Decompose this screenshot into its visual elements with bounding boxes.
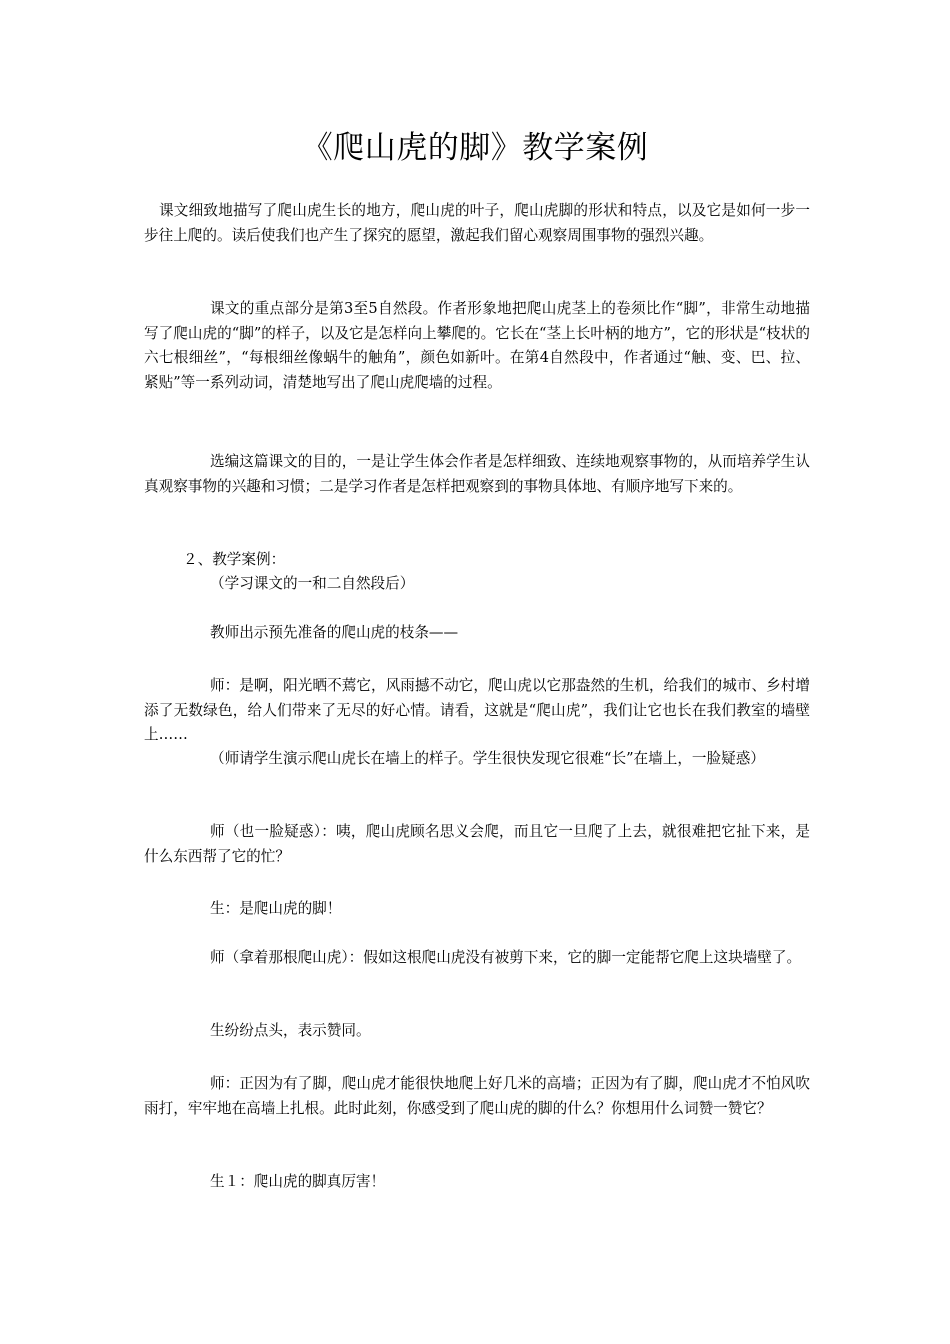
case-paragraph: 师：是啊，阳光晒不蔫它，风雨撼不动它，爬山虎以它那盎然的生机，给我们的城市、乡村增添了无数绿色，给人们带来了无尽的好心情。请看，这就是“爬山虎”，我们让它也长在我们教室的墙壁上……	[144, 677, 810, 744]
section-note: （学习课文的一和二自然段后）	[210, 575, 415, 592]
case-paragraph: 师（也一脸疑惑）：咦，爬山虎顾名思义会爬，而且它一旦爬了上去，就很难把它扯下来，是什么东西帮了它的忙？	[144, 823, 810, 865]
intro-paragraph: 课文细致地描写了爬山虎生长的地方，爬山虎的叶子，爬山虎脚的形状和特点，以及它是如何一步一步往上爬的。读后使我们也产生了探究的愿望，激起我们留心观察周围事物的强烈兴趣。	[144, 202, 810, 244]
section-heading: ２、教学案例：	[183, 551, 286, 568]
case-paragraph: 师（拿着那根爬山虎）：假如这根爬山虎没有被剪下来，它的脚一定能帮它爬上这块墙壁了。	[210, 949, 802, 966]
case-paragraph: 教师出示预先准备的爬山虎的枝条——	[210, 624, 459, 641]
case-paragraph: 师：正因为有了脚，爬山虎才能很快地爬上好几米的高墙；正因为有了脚，爬山虎才不怕风吹雨打，牢牢地在高墙上扎根。此时此刻，你感受到了爬山虎的脚的什么？你想用什么词赞一赞它？	[144, 1075, 810, 1117]
case-paragraph: （师请学生演示爬山虎长在墙上的样子。学生很快发现它很难“长”在墙上，一脸疑惑）	[210, 750, 765, 767]
key-part-paragraph: 课文的重点部分是第3至5自然段。作者形象地把爬山虎茎上的卷须比作“脚”，非常生动地描写了爬山虎的“脚”的样子，以及它是怎样向上攀爬的。它长在“茎上长叶柄的地方”，它的形状是“枝状的六七根细丝”，“每根细丝像蜗牛的触角”，颜色如新叶。在第4自然段中，作者通过“触、变、巴、拉、紧贴”等一系列动词，清楚地写出了爬山虎爬墙的过程。	[144, 300, 810, 391]
case-paragraph: 生１：爬山虎的脚真厉害！	[210, 1173, 386, 1190]
purpose-paragraph: 选编这篇课文的目的，一是让学生体会作者是怎样细致、连续地观察事物的，从而培养学生认真观察事物的兴趣和习惯；二是学习作者是怎样把观察到的事物具体地、有顺序地写下来的。	[144, 453, 810, 495]
case-paragraph: 生纷纷点头，表示赞同。	[210, 1022, 371, 1039]
case-paragraph: 生：是爬山虎的脚！	[210, 900, 342, 917]
document-title: 《爬山虎的脚》教学案例	[301, 130, 649, 166]
